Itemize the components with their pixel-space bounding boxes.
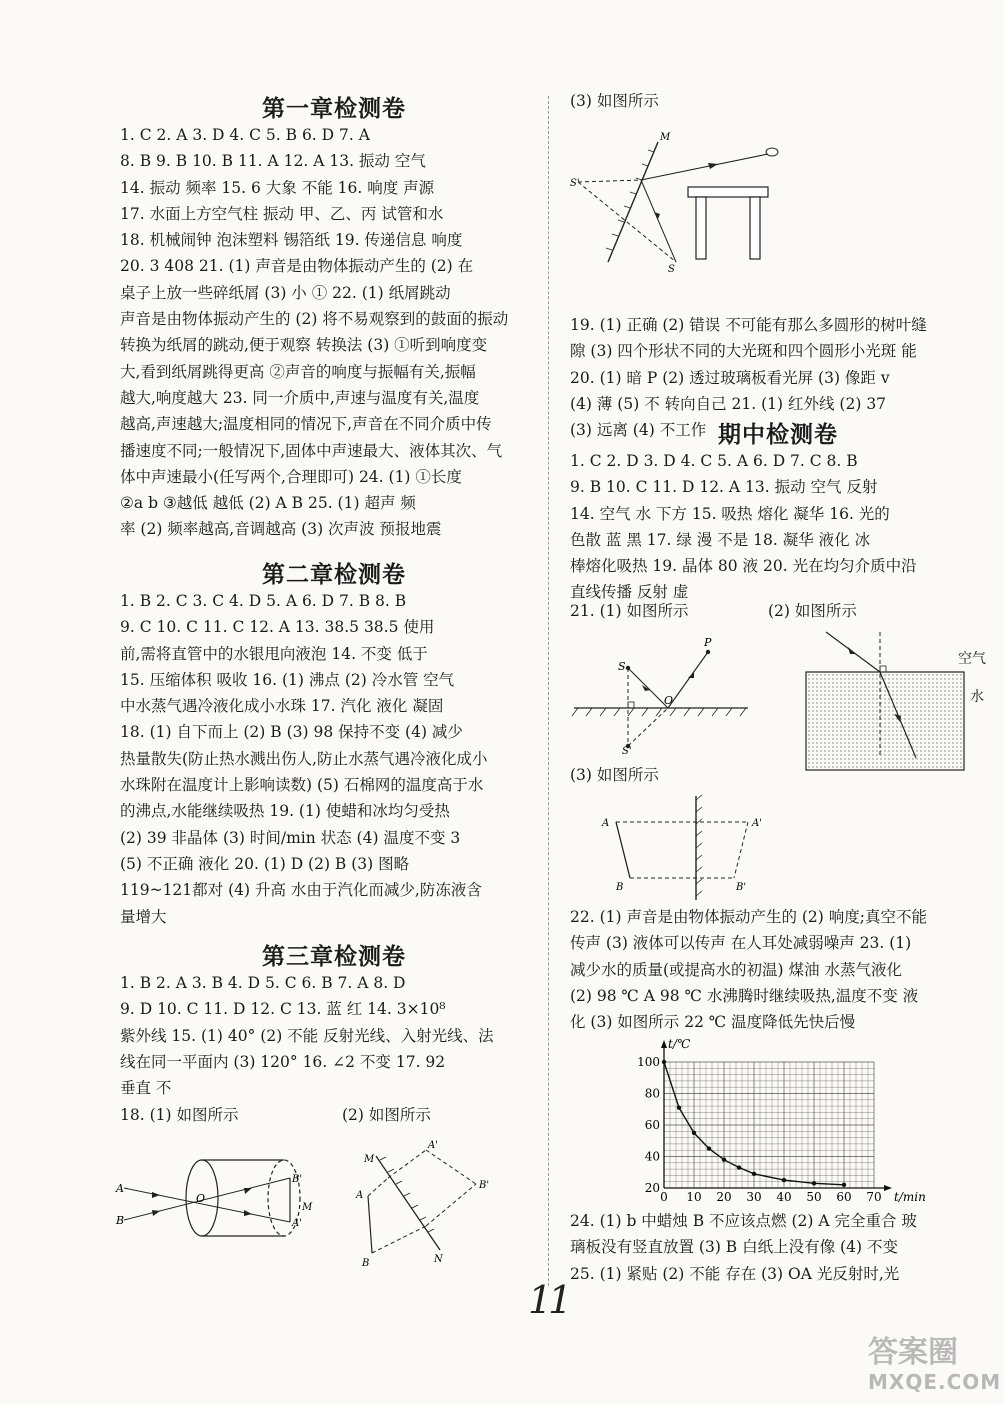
answer-line: 桌子上放一些碎纸屑 (3) 小 ① 22. (1) 纸屑跳动 — [120, 283, 451, 302]
svg-text:A: A — [602, 818, 610, 829]
answer-line: 15. 压缩体积 吸收 16. (1) 沸点 (2) 冷水管 空气 — [120, 670, 455, 689]
answer-line: (2) 98 ℃ A 98 ℃ 水沸腾时继续吸热,温度不变 液 — [570, 986, 919, 1005]
answer-line: 前,需将直管中的水银甩向液泡 14. 不变 低于 — [120, 644, 428, 663]
y-tick-label: 20 — [644, 1181, 660, 1195]
svg-text:S': S' — [622, 746, 632, 757]
data-point — [722, 1157, 726, 1161]
svg-text:A': A' — [428, 1140, 438, 1151]
data-point — [737, 1165, 741, 1169]
data-point — [842, 1183, 846, 1187]
answer-line: 播速度不同;一般情况下,固体中声速最大、液体其次、气 — [120, 441, 503, 460]
answer-line: 声音是由物体振动产生的 (2) 将不易观察到的鼓面的振动 — [120, 310, 509, 329]
answer-line: 水珠附在温度计上影响读数) (5) 石棉网的温度高于水 — [120, 776, 484, 795]
data-point — [662, 1060, 666, 1064]
answer-line: 119~121都对 (4) 升高 水由于汽化而减少,防冻液含 — [120, 881, 482, 900]
chapter2-answers — [120, 588, 538, 930]
answer-line: 热量散失(防止热水溅出伤人,防止水蒸气遇冷液化成小 — [120, 749, 488, 768]
cooling-curve-chart — [637, 1036, 926, 1208]
data-point — [812, 1181, 816, 1185]
answer-line: 越高,声速越大;温度相同的情况下,声音在不同介质中传 — [120, 415, 492, 434]
answer-line: 20. (1) 暗 P (2) 透过玻璃板看光屏 (3) 像距 v — [570, 368, 890, 387]
data-point — [692, 1131, 696, 1135]
svg-text:M: M — [660, 132, 671, 143]
q22-23-answers — [570, 904, 990, 1035]
answer-line: 直线传播 反射 虚 — [570, 583, 689, 602]
answer-line: 9. D 10. C 11. D 12. C 13. 蓝 红 14. 3×10⁸ — [120, 1000, 446, 1019]
fig3-caption: (3) 如图所示 — [570, 92, 659, 110]
y-tick-label: 80 — [644, 1086, 660, 1101]
x-tick-label: 0 — [660, 1190, 668, 1204]
svg-text:O: O — [196, 1192, 206, 1205]
answer-line: (2) 39 非晶体 (3) 时间/min 状态 (4) 温度不变 3 — [120, 828, 461, 847]
answer-line: 棒熔化吸热 19. 晶体 80 液 20. 光在均匀介质中沿 — [570, 557, 917, 576]
water-label: 水 — [970, 689, 984, 705]
svg-text:A': A' — [292, 1218, 302, 1229]
q21-caption-3: (3) 如图所示 — [570, 766, 659, 784]
svg-text:B': B' — [292, 1174, 303, 1185]
answer-line: 传声 (3) 液体可以传声 在人耳处减弱噪声 23. (1) — [570, 934, 912, 953]
svg-text:B: B — [362, 1258, 370, 1269]
chapter1-title: 第一章检测卷 — [262, 96, 406, 122]
chapter1-answers — [120, 122, 538, 543]
air-label: 空气 — [958, 651, 986, 667]
y-axis-arrow — [661, 1040, 667, 1048]
q18-caption-1: 18. (1) 如图所示 — [120, 1106, 239, 1124]
answer-line: 线在同一平面内 (3) 120° 16. ∠2 不变 17. 92 — [120, 1052, 446, 1071]
answer-line: 紫外线 15. (1) 40° (2) 不能 反射光线、入射光线、法 — [120, 1026, 494, 1045]
answer-line: 隙 (3) 四个形状不同的大光斑和四个圆形小光斑 能 — [570, 342, 917, 361]
answer-line: 1. B 2. A 3. B 4. D 5. C 6. B 7. A 8. D — [120, 974, 406, 992]
x-axis-label: t/min — [894, 1190, 926, 1204]
svg-text:B': B' — [736, 882, 747, 893]
midterm-answers — [570, 448, 990, 606]
midterm-title: 期中检测卷 — [718, 422, 838, 448]
watermark-logo-text: 答案圈 — [868, 1335, 958, 1370]
page-number: 11 — [528, 1278, 569, 1322]
answer-line: 减少水的质量(或提高水的初温) 煤油 水蒸气液化 — [570, 960, 902, 979]
answer-line: 14. 空气 水 下方 15. 吸热 熔化 凝华 16. 光的 — [570, 504, 890, 523]
answer-line: 17. 水面上方空气柱 振动 甲、乙、丙 试管和水 — [120, 204, 444, 223]
answer-line: ②a b ③越低 越低 (2) A B 25. (1) 超声 频 — [120, 494, 416, 513]
chapter3-answers — [120, 970, 538, 1101]
y-tick-label: 100 — [637, 1055, 660, 1069]
q21-caption-1: 21. (1) 如图所示 — [570, 602, 689, 620]
refraction-figure — [804, 630, 1004, 770]
y-tick-label: 40 — [644, 1149, 660, 1164]
q21-caption-2: (2) 如图所示 — [768, 602, 857, 620]
data-point — [782, 1178, 786, 1182]
pinhole-cylinder-diagram — [114, 1148, 324, 1248]
mirror-image-diagram — [588, 792, 788, 904]
answer-line: 14. 振动 频率 15. 6 大象 不能 16. 响度 声源 — [120, 178, 435, 197]
x-axis-arrow — [884, 1185, 892, 1191]
svg-text:A': A' — [752, 818, 762, 829]
answer-line: 大,看到纸屑跳得更高 ②声音的响度与振幅有关,振幅 — [120, 362, 476, 381]
answer-line: 率 (2) 频率越高,音调越高 (3) 次声波 预报地震 — [120, 520, 442, 539]
answer-line: 8. B 9. B 10. B 11. A 12. A 13. 振动 空气 — [120, 152, 426, 171]
answer-line: 1. C 2. A 3. D 4. C 5. B 6. D 7. A — [120, 126, 370, 144]
answer-line: 18. 机械闹钟 泡沫塑料 锡箔纸 19. 传递信息 响度 — [120, 231, 463, 250]
answer-line: 1. B 2. C 3. C 4. D 5. A 6. D 7. B 8. B — [120, 592, 407, 610]
svg-text:O: O — [664, 694, 674, 707]
y-tick-label: 60 — [644, 1118, 660, 1132]
svg-text:S': S' — [570, 178, 580, 189]
answer-line: 色散 蓝 黑 17. 绿 漫 不是 18. 凝华 液化 冰 — [570, 530, 871, 549]
svg-text:M: M — [364, 1154, 375, 1165]
x-tick-label: 30 — [746, 1190, 762, 1204]
data-point — [752, 1172, 756, 1176]
answer-line: 9. C 10. C 11. C 12. A 13. 38.5 38.5 使用 — [120, 618, 435, 637]
svg-text:A: A — [116, 1182, 124, 1195]
answer-line: 20. 3 408 21. (1) 声音是由物体振动产生的 (2) 在 — [120, 257, 474, 276]
answer-line: 量增大 — [120, 907, 167, 926]
svg-text:S: S — [668, 264, 675, 275]
answer-line: 的沸点,水能继续吸热 19. (1) 使蜡和冰均匀受热 — [120, 802, 450, 821]
column-divider — [548, 96, 549, 1286]
answer-line: 18. (1) 自下而上 (2) B (3) 98 保持不变 (4) 减少 — [120, 723, 463, 742]
x-tick-label: 40 — [776, 1190, 792, 1204]
watermark-url: MXQE.COM — [868, 1370, 1002, 1394]
answer-line: 1. C 2. D 3. D 4. C 5. A 6. D 7. C 8. B — [570, 452, 858, 470]
answer-line: 中水蒸气遇冷液化成小水珠 17. 汽化 液化 凝固 — [120, 697, 444, 716]
svg-text:B': B' — [479, 1180, 490, 1191]
answer-line: (3) 远离 (4) 不工作 — [570, 421, 707, 440]
answer-line: 璃板没有竖直放置 (3) B 白纸上没有像 (4) 不变 — [570, 1238, 898, 1257]
answer-line: (5) 不正确 液化 20. (1) D (2) B (3) 图略 — [120, 854, 410, 873]
plane-mirror-diagram — [348, 1138, 508, 1278]
data-point — [677, 1105, 681, 1109]
svg-text:B: B — [616, 882, 624, 893]
chapter3-title: 第三章检测卷 — [262, 944, 406, 970]
reflection-diagram — [568, 630, 768, 757]
answer-line: 垂直 不 — [120, 1079, 172, 1098]
answer-line: 越大,响度越大 23. 同一介质中,声速与温度有关,温度 — [120, 388, 480, 407]
x-tick-label: 50 — [806, 1190, 822, 1204]
answer-line: 化 (3) 如图所示 22 ℃ 温度降低先快后慢 — [570, 1013, 856, 1032]
answer-line: 19. (1) 正确 (2) 错误 不可能有那么多圆形的树叶缝 — [570, 316, 927, 334]
y-axis-label: t/℃ — [668, 1037, 691, 1051]
x-tick-label: 60 — [836, 1190, 852, 1204]
q24-25-answers — [570, 1208, 990, 1287]
svg-text:M: M — [302, 1202, 313, 1213]
answer-line: 转换为纸屑的跳动,便于观察 转换法 (3) ①听到响度变 — [120, 336, 488, 355]
svg-text:A: A — [356, 1190, 364, 1201]
x-tick-label: 10 — [686, 1190, 702, 1204]
answer-line: 9. B 10. C 11. D 12. A 13. 振动 空气 反射 — [570, 478, 878, 497]
answer-line: (4) 薄 (5) 不 转向自己 21. (1) 红外线 (2) 37 — [570, 394, 887, 413]
watermark — [868, 1336, 1001, 1394]
x-tick-label: 20 — [716, 1190, 732, 1204]
chapter2-title: 第二章检测卷 — [262, 562, 406, 588]
mirror-table-diagram — [568, 122, 798, 282]
svg-text:B: B — [116, 1214, 125, 1227]
answer-line: 体中声速最小(任写两个,合理即可) 24. (1) ①长度 — [120, 467, 462, 486]
answer-line: 25. (1) 紧贴 (2) 不能 存在 (3) OA 光反射时,光 — [570, 1264, 900, 1283]
x-tick-label: 70 — [866, 1190, 882, 1204]
svg-text:P: P — [704, 636, 712, 649]
data-point — [707, 1146, 711, 1150]
q18-caption-2: (2) 如图所示 — [342, 1106, 431, 1124]
answer-line: 24. (1) b 中蜡烛 B 不应该点燃 (2) A 完全重合 玻 — [570, 1212, 917, 1230]
svg-text:S: S — [618, 660, 626, 673]
answer-line: 22. (1) 声音是由物体振动产生的 (2) 响度;真空不能 — [570, 908, 927, 926]
svg-text:N: N — [434, 1254, 443, 1265]
